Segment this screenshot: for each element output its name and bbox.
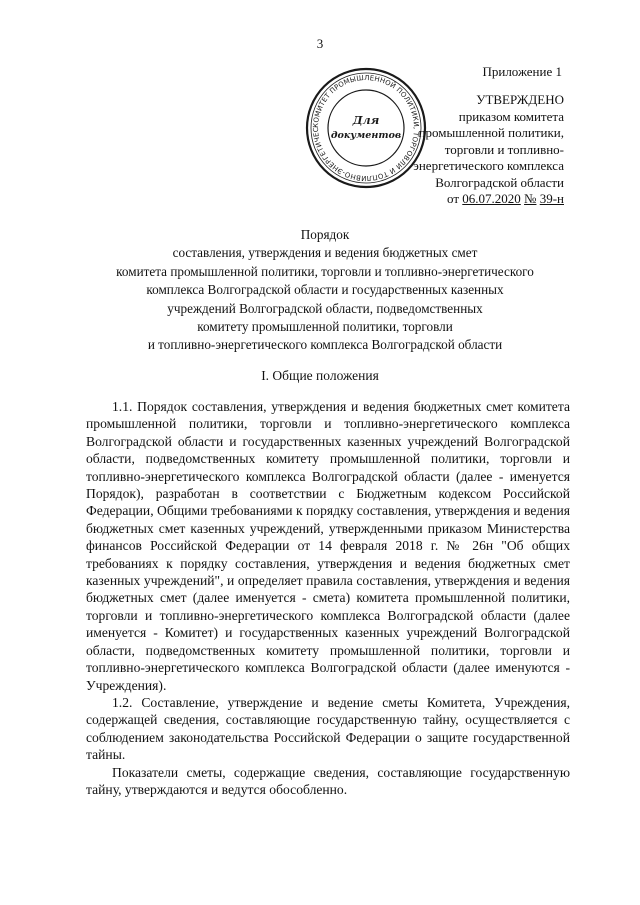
title-line: комитету промышленной политики, торговли — [197, 319, 453, 335]
date-prefix: от — [447, 191, 460, 206]
approval-line: промышленной политики, — [418, 125, 564, 140]
paragraph: 1.1. Порядок составления, утверждения и ведения бюджетных смет комитета промышленной политики, торговли и топливно-энергетического комплекса Волгоградской области и государственных казенных учреждений Волгоградской области, подведомственных комитету промышленной политики, торговли и топливно-энергетического комплекса Волгоградской области (далее - именуется Порядок), разработан в соответствии с Бюджетным кодексом Российской Федерации, Общими требованиями к порядку составления, утверждения и ведения бюджетных смет казенных учреждений, утвержденными приказом Министерства финансов Российской Федерации от 14 февраля 2018 г. № 26н "Об общих требованиях к порядку составления, утверждения и ведения бюджетных смет казенных учреждений", и определяет правила составления, утверждения и ведения бюджетных смет (далее именуется - смета) комитета промышленной политики, торговли и топливно-энергетического комплекса Волгоградской области (далее именуется - Комитет) и государственных казенных учреждений Волгоградской области, подведомственных комитету промышленной политики, торговли и топливно-энергетического комплекса Волгоградской области (далее именуются - Учреждения). — [86, 399, 570, 693]
approval-block — [364, 92, 564, 208]
approval-heading: УТВЕРЖДЕНО — [476, 92, 564, 107]
svg-text:КОМИТЕТ ПРОМЫШЛЕННОЙ ПОЛИТИКИ,: КОМИТЕТ ПРОМЫШЛЕННОЙ ПОЛИТИКИ, ТОРГОВЛИ И ТОПЛИВНО-ЭНЕРГЕТИЧЕС — [311, 73, 421, 183]
svg-text:Для: Для — [352, 114, 380, 127]
approval-number: 39-н — [539, 191, 564, 206]
document-title — [60, 226, 590, 355]
title-line: составления, утверждения и ведения бюджетных смет — [172, 245, 478, 261]
approval-line: торговли и топливно- — [444, 141, 564, 157]
svg-text:документов: документов — [330, 130, 402, 141]
paragraph: Показатели сметы, содержащие сведения, составляющие государственную тайну, утверждаются и ведутся обособленно. — [86, 764, 570, 797]
section-heading: I. Общие положения — [261, 368, 379, 383]
title-line: учреждений Волгоградской области, подведомственных — [167, 300, 483, 316]
appendix-label: Приложение 1 — [482, 64, 562, 79]
approval-date-line — [364, 191, 564, 208]
body-text — [86, 398, 570, 798]
number-prefix: № — [524, 191, 537, 206]
approval-date: 06.07.2020 — [462, 191, 521, 206]
page-number: 3 — [316, 36, 324, 51]
title-line: комплекса Волгоградской области и государственных казенных — [146, 282, 504, 298]
title-line: и топливно-энергетического комплекса Волгоградской области — [147, 337, 503, 353]
title-main: Порядок — [300, 227, 350, 242]
title-line: комитета промышленной политики, торговли и топливно-энергетического — [116, 263, 534, 279]
approval-line: энергетического комплекса — [413, 158, 564, 173]
paragraph: 1.2. Составление, утверждение и ведение сметы Комитета, Учреждения, содержащей сведения, составляющие государственную тайну, осуществляется с соблюдением законодательства Российской Федерации о защите государственной тайны. — [86, 694, 570, 763]
approval-line: приказом комитета — [458, 108, 564, 124]
approval-line: Волгоградской области — [435, 174, 564, 190]
